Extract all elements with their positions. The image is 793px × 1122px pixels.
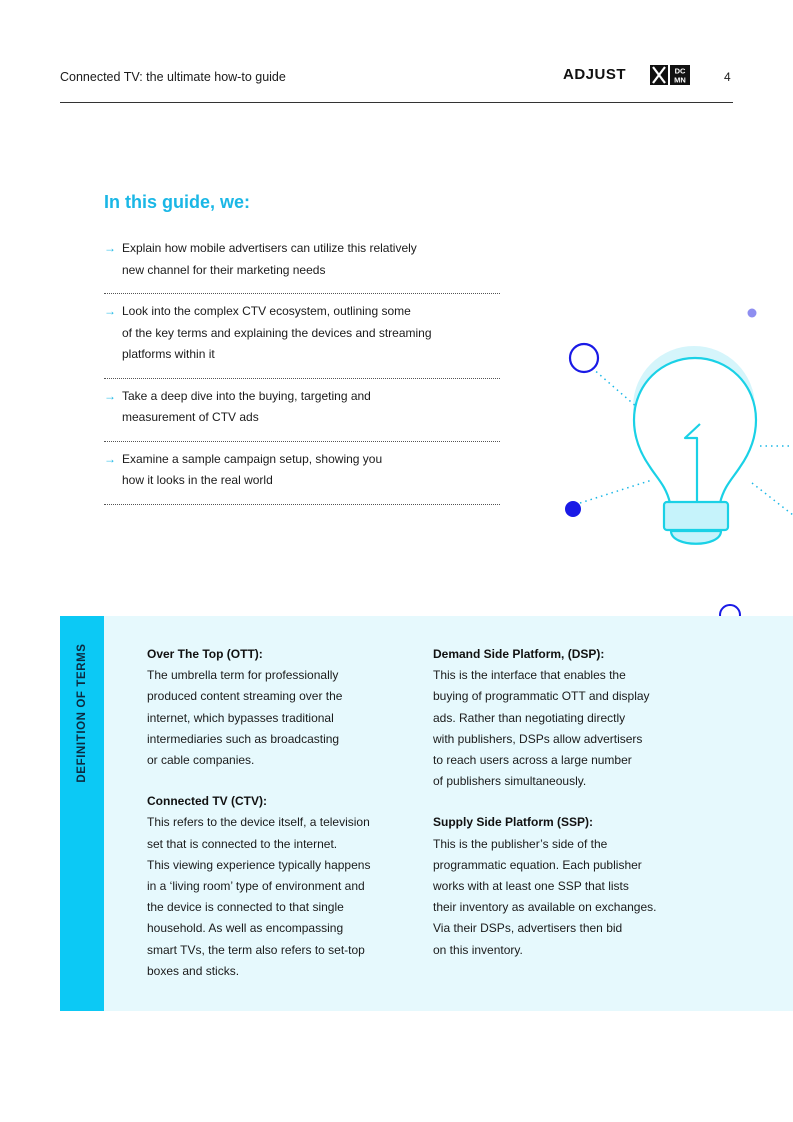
blue-ring bbox=[570, 344, 598, 372]
definitions-panel bbox=[60, 616, 793, 1011]
definitions-vertical-label: DEFINITION OF TERMS bbox=[76, 643, 88, 783]
document-title: Connected TV: the ultimate how-to guide bbox=[60, 70, 286, 84]
term-title: Supply Side Platform (SSP): bbox=[433, 815, 594, 830]
blue-dot bbox=[565, 501, 581, 517]
arrow-right-icon: → bbox=[104, 304, 116, 318]
page-number: 4 bbox=[724, 70, 731, 84]
term-ctv bbox=[147, 791, 417, 982]
guide-item bbox=[104, 379, 500, 442]
svg-text:MN: MN bbox=[674, 75, 686, 85]
term-title: Demand Side Platform, (DSP): bbox=[433, 647, 605, 661]
term-dsp bbox=[433, 644, 703, 792]
definitions-left-column bbox=[147, 644, 417, 1002]
guide-item bbox=[104, 294, 500, 379]
term-body: This is the interface that enables the buying of programmatic OTT and display ads. Rather than negotiating directly with publishers, DSPs allow advertisers to reach users across a large number of publishers simultaneously. bbox=[433, 668, 650, 789]
lightbulb-illustration bbox=[540, 290, 793, 630]
lavender-dot bbox=[748, 309, 757, 318]
term-ssp bbox=[433, 812, 703, 960]
connector-line bbox=[592, 368, 638, 408]
adjust-logo: ADJUST bbox=[563, 66, 627, 83]
dcmn-logo bbox=[650, 65, 690, 85]
term-title: Over The Top (OTT): bbox=[147, 647, 263, 661]
guide-item-text: Examine a sample campaign setup, showing you how it looks in the real world bbox=[122, 451, 383, 487]
term-body: The umbrella term for professionally produced content streaming over the internet, which bypasses traditional intermediaries such as broadcasting or cable companies. bbox=[147, 668, 343, 768]
guide-item bbox=[104, 442, 500, 505]
arrow-right-icon: → bbox=[104, 451, 116, 466]
guide-list bbox=[104, 231, 500, 505]
arrow-right-icon: → bbox=[104, 388, 116, 403]
guide-item bbox=[104, 231, 500, 294]
guide-item-text: Explain how mobile advertisers can utilize this relatively new channel for their marketing needs bbox=[122, 241, 417, 277]
guide-item-text: Take a deep dive into the buying, targeting and measurement of CTV ads bbox=[122, 388, 371, 424]
term-body: This is the publisher’s side of the programmatic equation. Each publisher works with at least one SSP that lists their inventory as available on exchanges. Via their DSPs, advertisers then bid on this inventory. bbox=[433, 836, 657, 957]
svg-text:DC: DC bbox=[674, 66, 686, 76]
connector-line bbox=[580, 480, 652, 503]
lightbulb-icon bbox=[634, 358, 756, 503]
term-title: Connected TV (CTV): bbox=[147, 794, 267, 809]
definitions-right-column bbox=[433, 644, 703, 981]
page-header bbox=[60, 62, 733, 103]
arrow-right-icon: → bbox=[104, 241, 116, 255]
term-body: This refers to the device itself, a television set that is connected to the internet. This viewing experience typically happens in a ‘living room’ type of environment and the device is connected to that single household. As well as encompassing smart TVs, the term also refers to set-top boxes and sticks. bbox=[147, 815, 371, 978]
term-ott bbox=[147, 644, 417, 771]
guide-item-text: Look into the complex CTV ecosystem, outlining some of the key terms and explaining the devices and streaming platforms within it bbox=[122, 304, 432, 361]
bulb-base bbox=[664, 502, 728, 530]
bulb-cap bbox=[671, 531, 721, 544]
guide-heading: In this guide, we: bbox=[104, 192, 251, 212]
connector-line bbox=[752, 483, 793, 515]
